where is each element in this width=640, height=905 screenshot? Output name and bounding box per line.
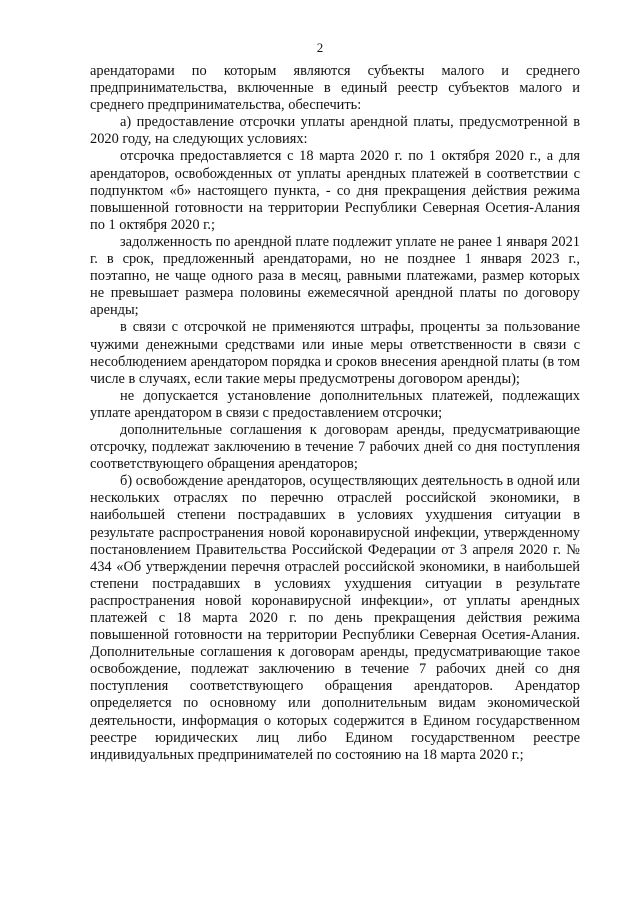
paragraph-additional-agreements: дополнительные соглашения к договорам аренды, предусматривающие отсрочку, подлежат заключению в течение 7 рабочих дней со дня поступления соответствующего обращения арендаторов;: [90, 421, 580, 473]
paragraph-continuation: арендаторами по которым являются субъекты малого и среднего предпринимательства, включенные в единый реестр субъектов малого и среднего предпринимательства, обеспечить:: [90, 63, 580, 114]
paragraph-no-penalties: в связи с отсрочкой не применяются штрафы, проценты за пользование чужими денежными средствами или иные меры ответственности в связи с несоблюдением арендатором порядка и сроков внесения арендной платы (в том числе в случаях, если такие меры предусмотрены договором аренды);: [90, 319, 580, 387]
paragraph-no-additional-payments: не допускается установление дополнительных платежей, подлежащих уплате арендатором в связи с предоставлением отсрочки;: [90, 387, 580, 421]
document-body: [90, 63, 580, 764]
paragraph-item-a: а) предоставление отсрочки уплаты арендной платы, предусмотренной в 2020 году, на следующих условиях:: [90, 114, 580, 148]
page-number: 2: [316, 40, 324, 55]
paragraph-item-b: б) освобождение арендаторов, осуществляющих деятельность в одной или нескольких отраслях по перечню отраслей российской экономики, в наибольшей степени пострадавших в условиях ухудшения ситуации в результате распространения новой коронавирусной инфекции, утвержденному постановлением Правительства Российской Федерации от 3 апреля 2020 г. № 434 «Об утверждении перечня отраслей российской экономики, в наибольшей степени пострадавших в условиях ухудшения ситуации в результате распространения новой коронавирусной инфекции», от уплаты арендных платежей с 18 марта 2020 г. по день прекращения действия режима повышенной готовности на территории Республики Северная Осетия-Алания. Дополнительные соглашения к договорам аренды, предусматривающие такое освобождение, подлежат заключению в течение 7 рабочих дней со дня поступления соответствующего обращения арендаторов. Арендатор определяется по основному или дополнительным видам экономической деятельности, информация о которых содержится в Едином государственном реестре юридических лиц либо Едином государственном реестре индивидуальных предпринимателей по состоянию на 18 марта 2020 г.;: [90, 473, 580, 763]
paragraph-deferral-period: отсрочка предоставляется с 18 марта 2020 г. по 1 октября 2020 г., а для арендаторов, освобожденных от уплаты арендных платежей в соответствии с подпунктом «б» настоящего пункта, - со дня прекращения действия режима повышенной готовности на территории Республики Северная Осетия-Алания по 1 октября 2020 г.;: [90, 148, 580, 233]
paragraph-debt-repayment: задолженность по арендной плате подлежит уплате не ранее 1 января 2021 г. в срок, предложенный арендаторами, но не позднее 1 января 2023 г., поэтапно, не чаще одного раза в месяц, равными платежами, размер которых не превышает размера половины ежемесячной арендной платы по договору аренды;: [90, 233, 580, 319]
